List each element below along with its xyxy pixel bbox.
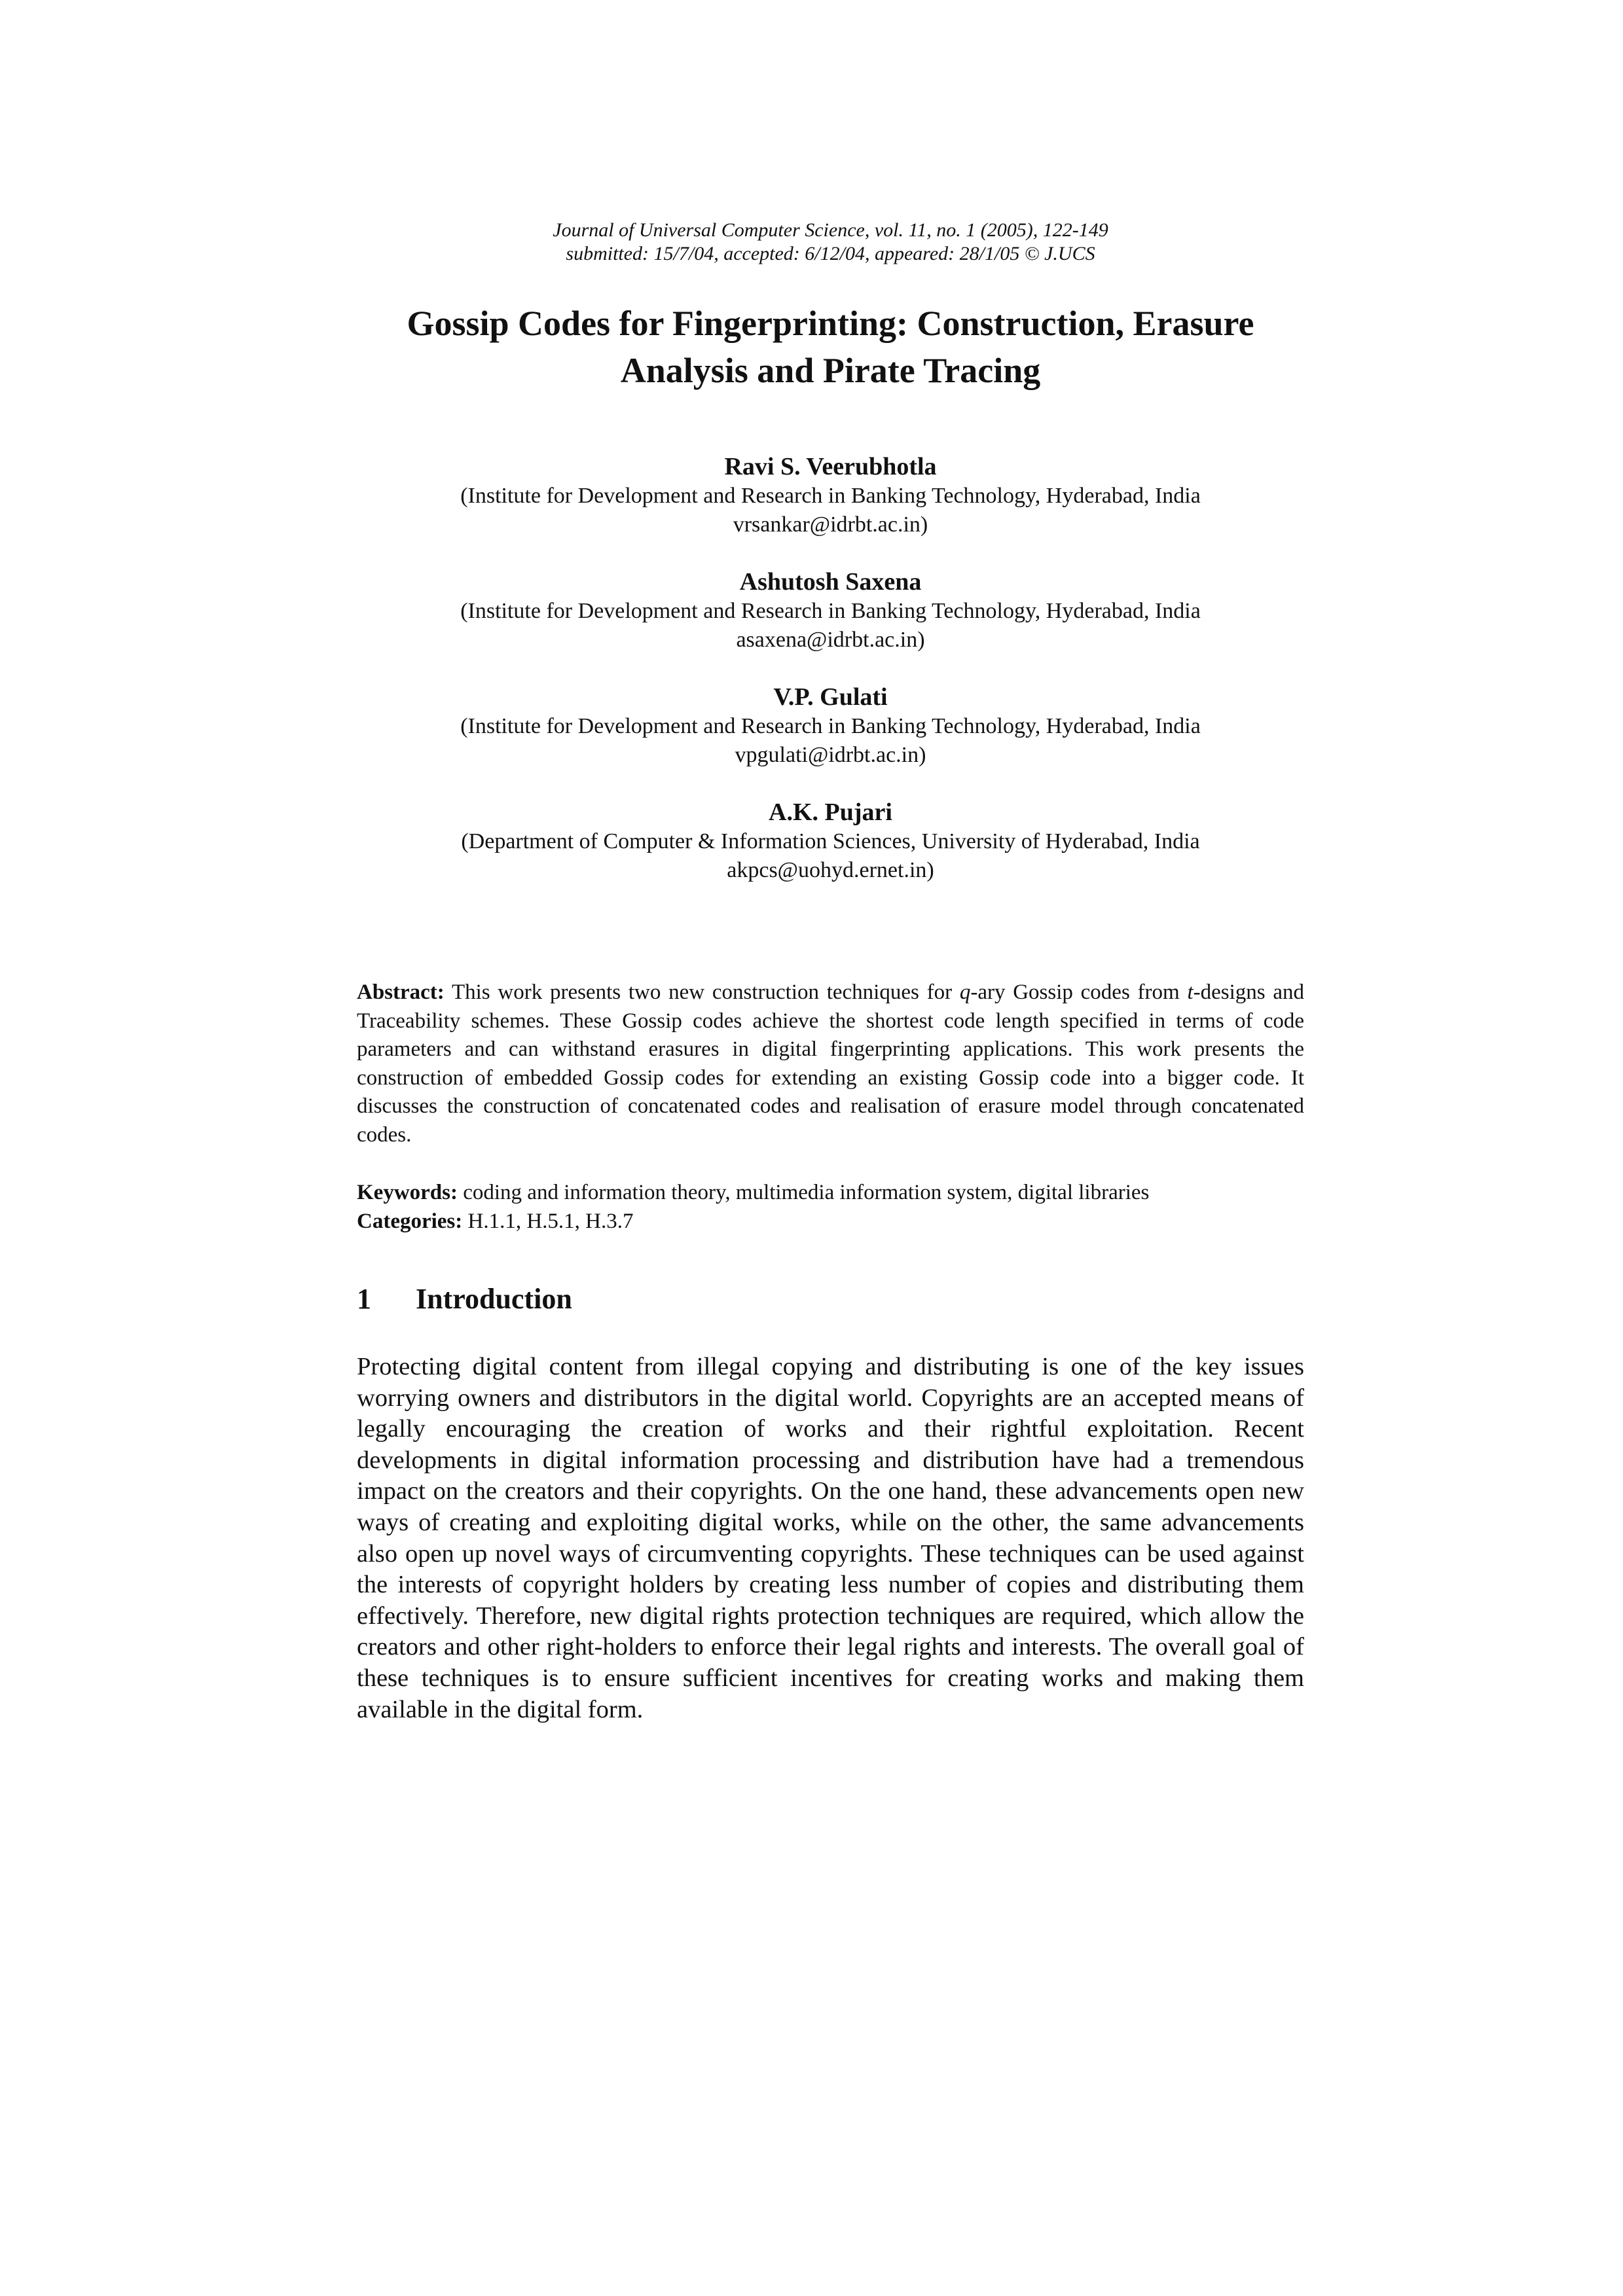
- keywords-line: [357, 1178, 1304, 1207]
- author-block: [357, 682, 1304, 770]
- author-affiliation: (Institute for Development and Research in Banking Technology, Hyderabad, India: [460, 714, 1201, 738]
- paper-title: [357, 300, 1304, 394]
- keywords-text: coding and information theory, multimedia information system, digital libraries: [457, 1181, 1150, 1204]
- introduction-paragraph: Protecting digital content from illegal copying and distributing is one of the key issues worrying owners and distributors in the digital world. Copyrights are an accepted means of legally encouraging the creation of works and their rightful exploitation. Recent developments in digital information processing and distribution have had a tremendous impact on the creators and their copyrights. On the one hand, these advancements open new ways of creating and exploiting digital works, while on the other, the same advancements also open up novel ways of circumventing copyrights. These techniques can be used against the interests of copyright holders by creating less number of copies and distributing them effectively. Therefore, new digital rights protection techniques are required, which allow the creators and other right-holders to enforce their legal rights and interests. The overall goal of these techniques is to ensure sufficient incentives for creating works and making them available in the digital form.: [357, 1353, 1304, 1723]
- author-name: Ashutosh Saxena: [739, 568, 922, 596]
- keywords-label: Keywords:: [357, 1181, 458, 1204]
- categories-text: H.1.1, H.5.1, H.3.7: [462, 1210, 634, 1233]
- author-email: vrsankar@idrbt.ac.in): [733, 512, 928, 537]
- author-block: [357, 452, 1304, 539]
- abstract-text-part-3: -designs and Traceability schemes. These Gossip codes achieve the shortest code length specified in terms of code parameters and can withstand erasures in digital fingerprinting applications. This work presents the construction of embedded Gossip codes for extending an existing Gossip code into a bigger code. It discusses the construction of concatenated codes and realisation of erasure model through concatenated codes.: [357, 980, 1304, 1147]
- author-name: Ravi S. Veerubhotla: [724, 453, 937, 480]
- author-name: V.P. Gulati: [773, 683, 888, 711]
- author-email: vpgulati@idrbt.ac.in): [735, 743, 926, 767]
- categories-label: Categories:: [357, 1210, 463, 1233]
- author-block: [357, 797, 1304, 885]
- journal-header: [357, 219, 1304, 266]
- abstract: [357, 978, 1304, 1149]
- abstract-text-part-2: -ary Gossip codes from: [970, 980, 1188, 1004]
- section-title: Introduction: [416, 1283, 572, 1315]
- author-block: [357, 567, 1304, 655]
- keywords-block: [357, 1178, 1304, 1236]
- abstract-t-variable: t: [1187, 980, 1194, 1004]
- abstract-label: Abstract:: [357, 980, 445, 1004]
- author-email: asaxena@idrbt.ac.in): [736, 628, 925, 652]
- author-name: A.K. Pujari: [769, 798, 892, 826]
- author-affiliation: (Institute for Development and Research in Banking Technology, Hyderabad, India: [460, 484, 1201, 508]
- paper-title-line-2: Analysis and Pirate Tracing: [620, 351, 1041, 390]
- submission-dates: submitted: 15/7/04, accepted: 6/12/04, appeared: 28/1/05 © J.UCS: [566, 243, 1095, 264]
- paper-title-line-1: Gossip Codes for Fingerprinting: Construction, Erasure: [407, 304, 1254, 343]
- categories-line: [357, 1207, 1304, 1236]
- author-affiliation: (Department of Computer & Information Sciences, University of Hyderabad, India: [461, 829, 1200, 853]
- author-list: [357, 452, 1304, 912]
- journal-citation: Journal of Universal Computer Science, vol. 11, no. 1 (2005), 122-149: [553, 219, 1108, 241]
- abstract-text-part-1: This work presents two new construction techniques for: [444, 980, 960, 1004]
- section-number: 1: [357, 1283, 371, 1315]
- section-heading-introduction: [357, 1282, 1304, 1317]
- author-email: akpcs@uohyd.ernet.in): [727, 858, 934, 882]
- abstract-q-variable: q: [959, 980, 971, 1004]
- author-affiliation: (Institute for Development and Research in Banking Technology, Hyderabad, India: [460, 599, 1201, 623]
